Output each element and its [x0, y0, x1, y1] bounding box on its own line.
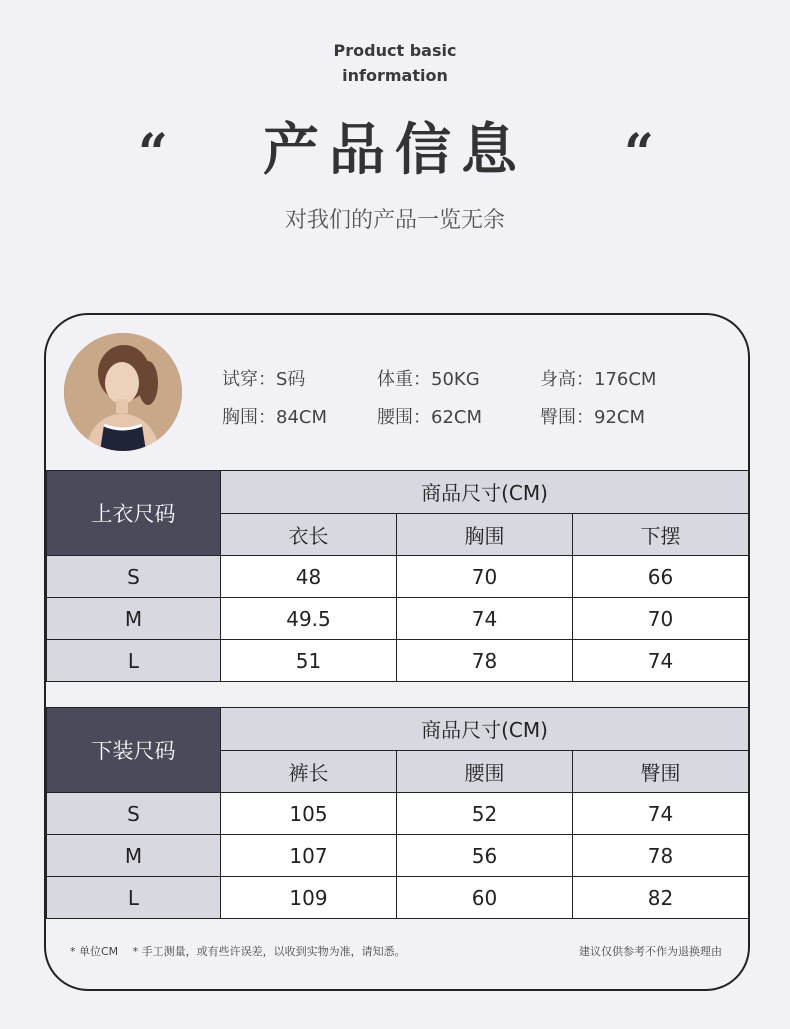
- table-row: [47, 640, 749, 682]
- table-cell: 56: [397, 835, 573, 877]
- table-cell: 109: [221, 877, 397, 919]
- quote-left-icon: “: [138, 123, 168, 184]
- table-cell: 74: [397, 598, 573, 640]
- size-label: L: [47, 877, 221, 919]
- model-stats-row: [222, 397, 722, 435]
- table-row: [47, 877, 749, 919]
- top-size-table: [46, 470, 749, 682]
- stat-try-size: 试穿：S码: [222, 369, 306, 390]
- stat-chest: 胸围：84CM: [222, 407, 328, 428]
- bottom-table-corner: 下装尺码: [47, 708, 221, 793]
- table-row: [47, 598, 749, 640]
- stat-height: 身高：176CM: [540, 369, 657, 390]
- table-cell: 78: [397, 640, 573, 682]
- table-cell: 60: [397, 877, 573, 919]
- top-table-group-header: 商品尺寸(CM): [221, 471, 749, 514]
- column-header: 衣长: [221, 513, 397, 556]
- column-header: 裤长: [221, 750, 397, 793]
- top-table-corner: 上衣尺码: [47, 471, 221, 556]
- header-en-line1: Product basic: [333, 41, 457, 60]
- size-label: M: [47, 598, 221, 640]
- header-english: [0, 38, 790, 88]
- stat-hip: 臀围：92CM: [540, 407, 646, 428]
- table-cell: 78: [573, 835, 749, 877]
- size-label: M: [47, 835, 221, 877]
- quote-right-icon: “: [624, 123, 654, 184]
- model-avatar: [64, 333, 182, 451]
- size-label: S: [47, 793, 221, 835]
- table-cell: 105: [221, 793, 397, 835]
- table-cell: 51: [221, 640, 397, 682]
- bottom-size-table: [46, 707, 749, 919]
- table-cell: 48: [221, 556, 397, 598]
- stat-weight: 体重：50KG: [377, 369, 480, 390]
- model-stats-row: [222, 359, 722, 397]
- page-title: 产品信息: [263, 118, 527, 183]
- column-header: 胸围: [397, 513, 573, 556]
- column-header: 臀围: [573, 750, 749, 793]
- page-subtitle: 对我们的产品一览无余: [284, 208, 505, 233]
- model-stats: [222, 359, 722, 435]
- table-row: [47, 835, 749, 877]
- table-cell: 52: [397, 793, 573, 835]
- stat-waist: 腰围：62CM: [377, 407, 483, 428]
- column-header: 腰围: [397, 750, 573, 793]
- bottom-table-group-header: 商品尺寸(CM): [221, 708, 749, 751]
- table-cell: 49.5: [221, 598, 397, 640]
- size-label: L: [47, 640, 221, 682]
- model-photo-icon: [64, 333, 182, 451]
- table-cell: 66: [573, 556, 749, 598]
- column-header: 下摆: [573, 513, 749, 556]
- table-cell: 107: [221, 835, 397, 877]
- footnote-disclaimer: 建议仅供参考不作为退换理由: [579, 945, 722, 958]
- table-cell: 70: [573, 598, 749, 640]
- header-en-line2: information: [342, 66, 448, 85]
- table-cell: 82: [573, 877, 749, 919]
- footnote-unit: * 单位CM * 手工测量，或有些许误差，以收到实物为准，请知悉。: [70, 945, 406, 958]
- table-cell: 70: [397, 556, 573, 598]
- size-label: S: [47, 556, 221, 598]
- table-row: [47, 793, 749, 835]
- table-cell: 74: [573, 640, 749, 682]
- size-card: [44, 313, 750, 991]
- table-row: [47, 556, 749, 598]
- table-cell: 74: [573, 793, 749, 835]
